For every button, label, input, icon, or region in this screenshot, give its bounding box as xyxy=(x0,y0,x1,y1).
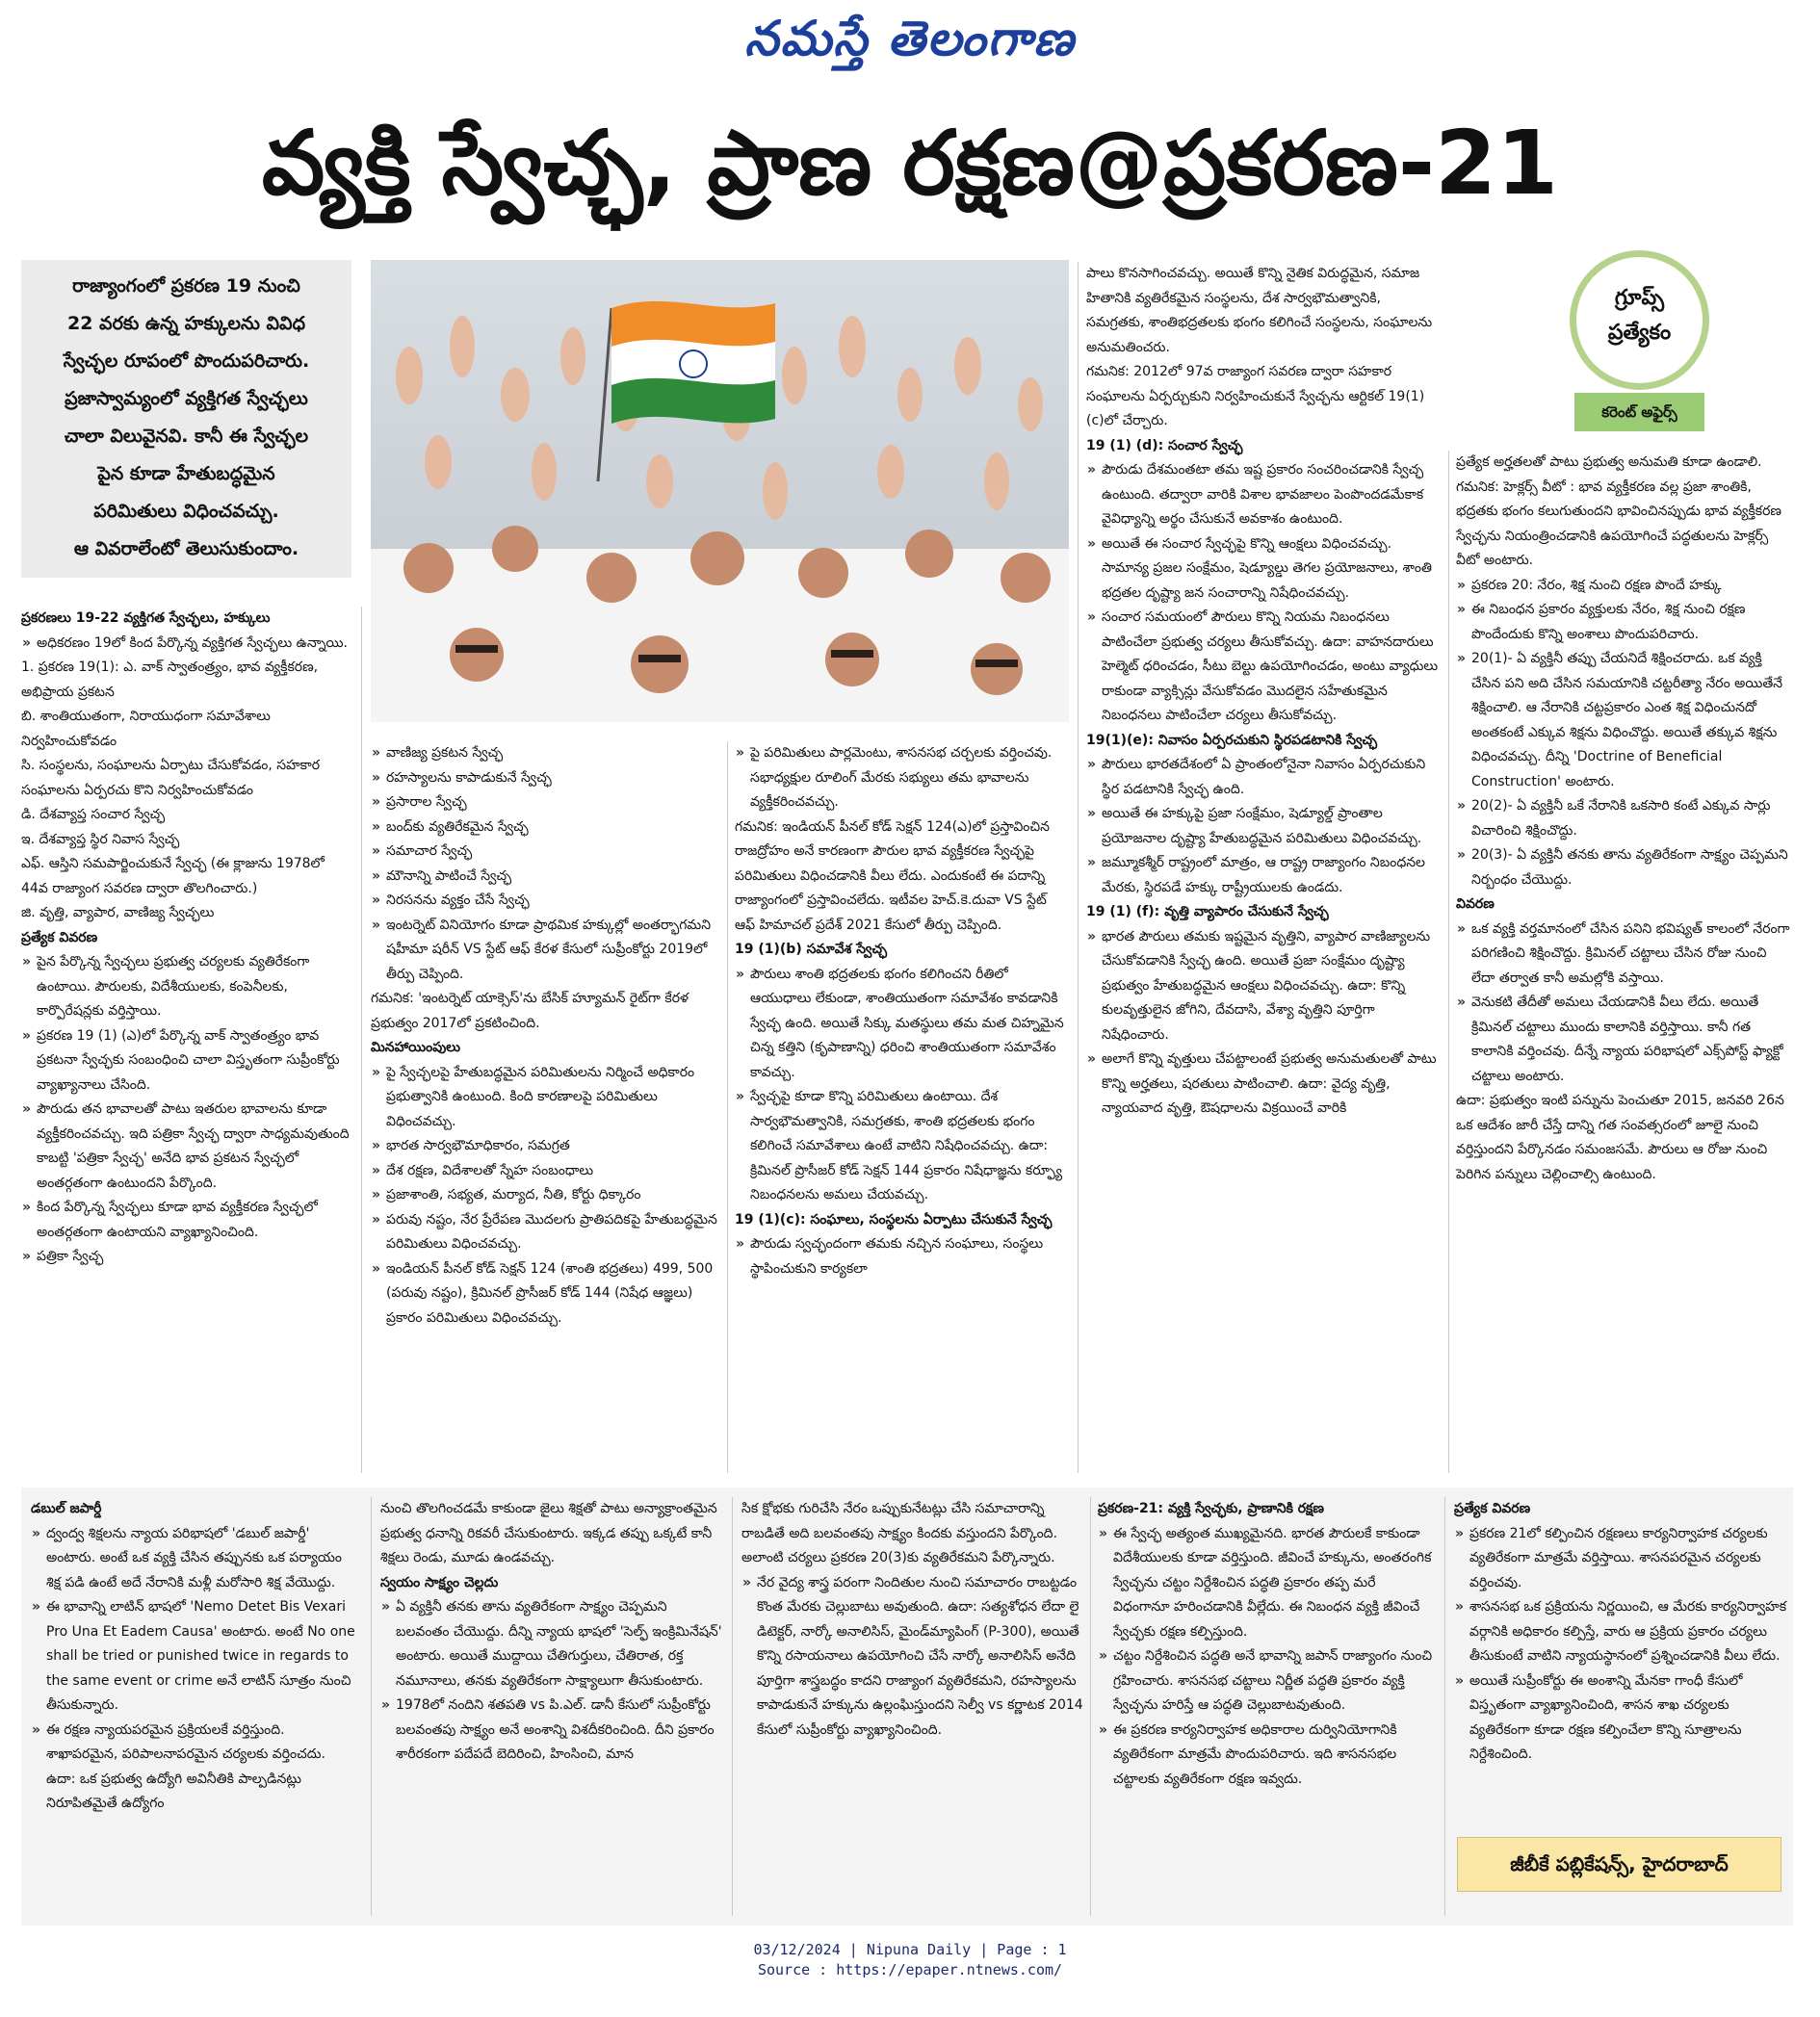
paragraph: సిక క్షోభకు గురిచేసి నేరం ఒప్పుకునేటట్లు చేసి సమాచారాన్ని రాబడితే అది బలవంతపు సాక్ష్యం కిందకు వస్తుందని పేర్కొంది. అలాంటి చర్యలు ప్రకరణ 20(3)కు వ్యతిరేకమని పేర్కొన్నారు. xyxy=(741,1501,1058,1565)
paragraph: డి. దేశవ్యాప్త సంచార స్వేచ్ఛ xyxy=(21,807,166,822)
bullet-paragraph: » భారత పౌరులు తమకు ఇష్టమైన వృత్తిని, వ్యాపార వాణిజ్యాలను చేసుకోవడానికి స్వేచ్ఛ ఉంది. అయితే ప్రజా సంక్షేమం దృష్ట్యా ప్రభుత్వం హేతుబద్ధమైన ఆంక్షలు విధించవచ్చు. ఉదా: కొన్ని కులవృత్తులైన జోగిని, దేవదాసి, వేశ్యా వృత్తిని పూర్తిగా నిషేధించారు. xyxy=(1086,925,1441,1048)
bullet-paragraph: » అయితే సుప్రీంకోర్టు ఈ అంశాన్ని మేనకా గాంధీ కేసులో విస్తృతంగా వ్యాఖ్యానించింది, శాసన శాఖ చర్యలకు వ్యతిరేకంగా కూడా రక్షణ కల్పించేలా కొన్ని సూత్రాలను నిర్దేశించింది. xyxy=(1454,1669,1786,1768)
bullet-paragraph: » పై స్వేచ్ఛలపై హేతుబద్ధమైన పరిమితులను నిర్మించే అధికారం ప్రభుత్వానికి ఉంటుంది. కింది కారణాలపై పరిమితులు విధించవచ్చు. xyxy=(371,1061,719,1135)
bullet-paragraph: » నేర వైద్య శాస్త్ర పరంగా నిందితుల నుంచి సమాచారం రాబట్టడం కొంత మేరకు చెల్లుబాటు అవుతుంది. ఉదా: సత్యశోధన లేదా లై డిటెక్టర్, నార్కో అనాలిసిస్, మైండ్‌మ్యాపింగ్ (P-300), అయితే కొన్ని రసాయనాలు ఉపయోగించి చేసే నార్కో అనాలిసిస్ అనేది పూర్తిగా శాస్త్రబద్ధం కాదని రాజ్యాంగ వ్యతిరేకమని, రహస్యాలను కాపాడుకునే హక్కును ఉల్లంఘిస్తుందని సెల్వీ vs కర్ణాటక 2014 కేసులో సుప్రీంకోర్టు వ్యాఖ్యానించింది. xyxy=(741,1571,1083,1744)
bullet-paragraph: » వాణిజ్య ప్రకటన స్వేచ్ఛ xyxy=(371,741,719,766)
badge-line1: గ్రూప్స్ xyxy=(1614,286,1665,310)
intro-line: స్వేచ్ఛల రూపంలో పొందుపరిచారు. xyxy=(63,350,310,372)
intro-box xyxy=(21,260,351,578)
section-heading: వివరణ xyxy=(1456,896,1495,912)
bullet-paragraph: » 20(2)- ఏ వ్యక్తినీ ఒకే నేరానికి ఒకసారి కంటే ఎక్కువ సార్లు విచారించి శిక్షించొద్దు. xyxy=(1456,794,1791,843)
paragraph: గమనిక: 2012లో 97వ రాజ్యాంగ సవరణ ద్వారా సహకార సంఘాలను ఏర్పర్చుకుని నిర్వహించుకునే స్వేచ్ఛను ఆర్టికల్ 19(1)(c)లో చేర్చారు. xyxy=(1086,364,1425,428)
column-divider xyxy=(727,741,728,1473)
column-divider xyxy=(361,607,362,1473)
bullet-paragraph: » స్వేచ్ఛపై కూడా కొన్ని పరిమితులు ఉంటాయి. దేశ సార్వభౌమత్వానికి, సమగ్రతకు, శాంతి భద్రతలకు భంగం కలిగించే సమావేశాలు ఉంటే వాటిని నిషేధించవచ్చు. ఉదా: క్రిమినల్ ప్రొసీజర్ కోడ్ సెక్షన్ 144 ప్రకారం నిషేధాజ్ఞను కర్ఫ్యూ నిబంధనలను అమలు చేయవచ్చు. xyxy=(735,1085,1069,1208)
bottom-divider xyxy=(732,1497,733,1916)
section-heading: ప్రత్యేక వివరణ xyxy=(1454,1501,1531,1516)
bottom-column-2 xyxy=(380,1497,722,1768)
bottom-divider xyxy=(1090,1497,1091,1916)
paragraph: ప్రత్యేక అర్హతలతో పాటు ప్రభుత్వ అనుమతి కూడా ఉండాలి. xyxy=(1456,454,1762,470)
paragraph: గమనిక: 'ఇంటర్నెట్ యాక్సెస్'ను బేసిక్ హ్యూమన్ రైట్‌గా కేరళ ప్రభుత్వం 2017లో ప్రకటించింది. xyxy=(371,991,689,1031)
column-3 xyxy=(735,741,1069,1281)
bullet-paragraph: » జమ్మూకశ్మీర్ రాష్ట్రంలో మాత్రం, ఆ రాష్ట్ర రాజ్యాంగం నిబంధనల మేరకు, స్థిరపడే హక్కు రాష్ట్రీయులకు ఉండదు. xyxy=(1086,851,1441,900)
paragraph: జి. వృత్తి, వ్యాపార, వాణిజ్య స్వేచ్ఛలు xyxy=(21,905,215,920)
bullet-paragraph: » వెనుకటి తేదీతో అమలు చేయడానికి వీలు లేదు. అయితే క్రిమినల్ చట్టాలు ముందు కాలానికి వర్తిస్తాయి. కానీ గత కాలానికి వర్తించవు. దీన్నే న్యాయ పరిభాషలో ఎక్స్‌పోస్ట్ ఫ్యాక్టో చట్టాలు అంటారు. xyxy=(1456,991,1791,1089)
groups-special-badge xyxy=(1570,250,1709,443)
bullet-paragraph: » అధికరణం 19లో కింద పేర్కొన్న వ్యక్తిగత స్వేచ్ఛలు ఉన్నాయి. xyxy=(21,632,351,657)
page-headline: వ్యక్తి స్వేచ్ఛ, ప్రాణ రక్షణ@ప్రకరణ-21 xyxy=(261,112,1559,215)
intro-line: 22 వరకు ఉన్న హక్కులను వివిధ xyxy=(67,313,305,334)
bottom-column-1 xyxy=(31,1497,358,1817)
bullet-paragraph: » అయితే ఈ సంచార స్వేచ్ఛపై కొన్ని ఆంక్షలు విధించవచ్చు. సామాన్య ప్రజల సంక్షేమం, షెడ్యూల్డు తెగల ప్రయోజనాలు, శాంతి భద్రతల దృష్ట్యా జన సంచారాన్ని నిషేధించవచ్చు. xyxy=(1086,532,1441,607)
bullet-paragraph: » ఈ ప్రకరణ కార్యనిర్వాహక అధికారాల దుర్వినియోగానికి వ్యతిరేకంగా మాత్రమే పొందుపరిచారు. ఇది శాసనసభల చట్టాలకు వ్యతిరేకంగా రక్షణ ఇవ్వదు. xyxy=(1098,1719,1435,1793)
paragraph: ఉదా: ప్రభుత్వం ఇంటి పన్నును పెంచుతూ 2015, జనవరి 26న ఒక ఆదేశం జారీ చేస్తే దాన్ని గత సంవత్సరంలో జూలై నుంచి వర్తిస్తుందని పేర్కొనడం సమంజసమే. పౌరులు ఆ రోజు నుంచి పెరిగిన పన్నులు చెల్లించాల్సి ఉంటుంది. xyxy=(1456,1093,1784,1182)
bullet-paragraph: » సమాచార స్వేచ్ఛ xyxy=(371,840,719,865)
paragraph: గమనిక: ఇండియన్ పీనల్ కోడ్ సెక్షన్ 124(ఎ)లో ప్రస్తావించిన రాజద్రోహం అనే కారణంగా పౌరుల భావ వ్యక్తీకరణ స్వేచ్ఛపై పరిమితులు విధించడానికి వీలు లేదు. ఎందుకంటే ఈ పదాన్ని రాజ్యాంగంలో ప్రస్తావించలేదు. ఇటీవల హెచ్.కె.దువా VS స్టేట్ ఆఫ్ హిమాచల్ ప్రదేశ్ 2021 కేసులో తీర్పు చెప్పింది. xyxy=(735,818,1050,933)
section-heading: 19(1)(e): నివాసం ఏర్పరచుకుని స్థిరపడటానికి స్వేచ్ఛ xyxy=(1086,732,1378,748)
bullet-paragraph: » పై పరిమితులు పార్లమెంటు, శాసనసభ చర్చలకు వర్తించవు. సభాధ్యక్షుల రూలింగ్ మేరకు సభ్యులు తమ భావాలను వ్యక్తీకరించవచ్చు. xyxy=(735,741,1069,815)
paragraph: సి. సంస్థలను, సంఘాలను ఏర్పాటు చేసుకోవడం, సహకార సంఘాలను ఏర్పరచు కొని నిర్వహించుకోవడం xyxy=(21,758,321,798)
bullet-paragraph: » మౌనాన్ని పాటించే స్వేచ్ఛ xyxy=(371,865,719,890)
section-heading: డబుల్ జపార్డీ xyxy=(31,1501,102,1516)
bullet-paragraph: » ప్రకరణ 20: నేరం, శిక్ష నుంచి రక్షణ పొందే హక్కు xyxy=(1456,574,1791,599)
footer-date-line: 03/12/2024 | Nipuna Daily | Page : 1 xyxy=(753,1941,1067,1958)
bullet-paragraph: » సంచార సమయంలో పౌరులు కొన్ని నియమ నిబంధనలు పాటించేలా ప్రభుత్వ చర్యలు తీసుకోవచ్చు. ఉదా: వాహనదారులు హెల్మెట్ ధరించడం, సీటు బెల్టు ఉపయోగించడం, అంటు వ్యాధులు రాకుండా వ్యాక్సిన్లు వేసుకోవడం మొదలైన సహేతుకమైన నిబంధనలు పాటించేలా చర్యలు తీసుకోవచ్చు. xyxy=(1086,606,1441,729)
bullet-paragraph: » పౌరుడు తన భావాలతో పాటు ఇతరుల భావాలను కూడా వ్యక్తీకరించవచ్చు. ఇది పత్రికా స్వేచ్ఛ ద్వారా సాధ్యమవుతుంది కాబట్టి 'పత్రికా స్వేచ్ఛ' అనేది భావ ప్రకటన స్వేచ్ఛలో అంతర్గతంగా ఉంటుందని పేర్కొంది. xyxy=(21,1098,351,1196)
bullet-paragraph: » పత్రికా స్వేచ్ఛ xyxy=(21,1245,351,1270)
bullet-paragraph: » భారత సార్వభౌమాధికారం, సమగ్రత xyxy=(371,1134,719,1159)
bottom-divider xyxy=(1444,1497,1445,1916)
bottom-column-3 xyxy=(741,1497,1083,1743)
bullet-paragraph: » ప్రజాశాంతి, సభ్యత, మర్యాద, నీతి, కోర్టు ధిక్కారం xyxy=(371,1183,719,1208)
bullet-paragraph: » దేశ రక్షణ, విదేశాలతో స్నేహ సంబంధాలు xyxy=(371,1159,719,1184)
bullet-paragraph: » ఒక వ్యక్తి వర్తమానంలో చేసిన పనిని భవిష్యత్ కాలంలో నేరంగా పరిగణించి శిక్షించొద్దు. క్రిమినల్ చట్టాలు చేసిన రోజు నుంచి లేదా తర్వాత కానీ అమల్లోకి వస్తాయి. xyxy=(1456,918,1791,992)
column-2 xyxy=(371,741,719,1331)
crowd-flag-photo xyxy=(371,260,1069,722)
bullet-paragraph: » అయితే ఈ హక్కుపై ప్రజా సంక్షేమం, షెడ్యూల్డ్ ప్రాంతాల ప్రయోజనాల దృష్ట్యా హేతుబద్ధమైన పరిమితులు విధించవచ్చు. xyxy=(1086,802,1441,851)
bullet-paragraph: » ఈ భావాన్ని లాటిన్ భాషలో 'Nemo Detet Bis Vexari Pro Una Et Eadem Causa' అంటారు. అంటే No one shall be tried or punished twice in regards to the same event or crime అనే లాటిన్ సూత్రం నుంచి తీసుకున్నారు. xyxy=(31,1595,358,1719)
bullet-paragraph: » పౌరులు భారతదేశంలో ఏ ప్రాంతంలోనైనా నివాసం ఏర్పరచుకుని స్థిర పడటానికి స్వేచ్ఛ ఉంది. xyxy=(1086,753,1441,802)
section-heading: 19 (1)(c): సంఘాలు, సంస్థలను ఏర్పాటు చేసుకునే స్వేచ్ఛ xyxy=(735,1211,1053,1228)
column-1 xyxy=(21,607,351,1270)
bullet-paragraph: » రహస్యాలను కాపాడుకునే స్వేచ్ఛ xyxy=(371,766,719,791)
column-4 xyxy=(1086,262,1441,1122)
masthead xyxy=(0,0,1820,77)
newspaper-logo: నమస్తే తెలంగాణ xyxy=(744,10,1076,66)
bullet-paragraph: » ఇంటర్నెట్ వినియోగం కూడా ప్రాథమిక హక్కుల్లో అంతర్భాగమని షహీమా షరీన్ VS స్టేట్ ఆఫ్ కేరళ కేసులో సుప్రీంకోర్టు 2019లో తీర్పు చెప్పింది. xyxy=(371,914,719,988)
paragraph: నుంచి తొలగించడమే కాకుండా జైలు శిక్షతో పాటు అన్యాక్రాంతమైన ప్రభుత్వ ధనాన్ని రికవరీ చేసుకుంటారు. ఇక్కడ తప్పు ఒక్కటే కానీ శిక్షలు రెండు, మూడు ఉండవచ్చు. xyxy=(380,1501,717,1565)
section-heading: 19 (1) (d): సంచార స్వేచ్ఛ xyxy=(1086,437,1243,453)
publisher-credit: జీబీకే పబ్లికేషన్స్, హైదరాబాద్ xyxy=(1457,1837,1781,1892)
intro-line: పైన కూడా హేతుబద్ధమైన xyxy=(97,463,275,484)
bullet-paragraph: » 20(3)- ఏ వ్యక్తినీ తనకు తాను వ్యతిరేకంగా సాక్ష్యం చెప్పమని నిర్బంధం చేయొద్దు. xyxy=(1456,843,1791,892)
bullet-paragraph: » 20(1)- ఏ వ్యక్తినీ తప్పు చేయనిదే శిక్షించరాదు. ఒక వ్యక్తి చేసిన పని అది చేసిన సమయానికి చట్టరీత్యా నేరం అయితేనే శిక్షించాలి. ఆ నేరానికి చట్టప్రకారం ఎంత శిక్ష విధించునదో అంతకంటే ఎక్కువ శిక్షను విధించొద్దు. అయితే తక్కువ శిక్షను విధించవచ్చు. దీన్ని 'Doctrine of Beneficial Construction' అంటారు. xyxy=(1456,647,1791,794)
paragraph: 1. ప్రకరణ 19(1): ఎ. వాక్ స్వాతంత్ర్యం, భావ వ్యక్తీకరణ, అభిప్రాయ ప్రకటన xyxy=(21,659,319,700)
bullet-paragraph: » చట్టం నిర్దేశించిన పద్ధతి అనే భావాన్ని జపాన్ రాజ్యాంగం నుంచి గ్రహించారు. శాసనసభ చట్టాలు నిర్ణీత పద్ధతి ప్రకారం వ్యక్తి స్వేచ్ఛను హరిస్తే ఆ పద్ధతి చెల్లుబాటవుతుంది. xyxy=(1098,1644,1435,1719)
bullet-paragraph: » పౌరుడు స్వచ్ఛందంగా తమకు నచ్చిన సంఘాలు, సంస్థలు స్థాపించుకుని కార్యకలా xyxy=(735,1232,1069,1281)
bottom-column-4 xyxy=(1098,1497,1435,1792)
bottom-divider xyxy=(371,1497,372,1916)
bullet-paragraph: » అలాగే కొన్ని వృత్తులు చేపట్టాలంటే ప్రభుత్వ అనుమతులతో పాటు కొన్ని అర్హతలు, షరతులు పాటించాలి. ఉదా: వైద్య వృత్తి, న్యాయవాద వృత్తి, ఔషధాలను విక్రయించే వారికి xyxy=(1086,1047,1441,1122)
section-heading: స్వయం సాక్ష్యం చెల్లదు xyxy=(380,1574,499,1590)
bullet-paragraph: » 1978లో నందిని శతపతి vs పి.ఎల్. డానీ కేసులో సుప్రీంకోర్టు బలవంతపు సాక్ష్యం అనే అంశాన్ని విశదీకరించింది. దీని ప్రకారం శారీరకంగా పదేపదే బెదిరించి, హింసించి, మాన xyxy=(380,1694,722,1768)
bullet-paragraph: » ద్వంద్వ శిక్షలను న్యాయ పరిభాషలో 'డబుల్ జపార్డీ' అంటారు. అంటే ఒక వ్యక్తి చేసిన తప్పునకు ఒక పర్యాయం శిక్ష పడి ఉంటే అదే నేరానికి మళ్లీ మరోసారి శిక్ష వేయొద్దు. xyxy=(31,1522,358,1596)
column-divider xyxy=(1078,262,1079,1473)
bullet-paragraph: » పౌరులు శాంతి భద్రతలకు భంగం కలిగించని రీతిలో ఆయుధాలు లేకుండా, శాంతియుతంగా సమావేశం కావడానికి స్వేచ్ఛ ఉంది. అయితే సిక్కు మతస్థులు తమ మత చిహ్నమైన చిన్న కత్తిని (కృపాణాన్ని) ధరించి శాంతియుతంగా సమావేశం కావచ్చు. xyxy=(735,963,1069,1086)
intro-line: ఆ వివరాలేంటో తెలుసుకుందాం. xyxy=(73,538,299,559)
bullet-paragraph: » శాసనసభ ఒక ప్రక్రియను నిర్ణయించి, ఆ మేరకు కార్యనిర్వాహక వర్గానికి అధికారం కల్పిస్తే, వారు ఆ ప్రక్రియ ప్రకారం చర్యలు తీసుకుంటే వాటిని న్యాయస్థానంలో ప్రశ్నించడానికి వీలు లేదు. xyxy=(1454,1595,1786,1669)
paragraph: పాలు కొనసాగించవచ్చు. అయితే కొన్ని నైతిక విరుద్ధమైన, సమాజ హితానికి వ్యతిరేకమైన సంస్థలను, దేశ సార్వభౌమత్వానికి, సమగ్రతకు, శాంతిభద్రతలకు భంగం కలిగించే సంస్థలను, సంఘాలను అనుమతించరు. xyxy=(1086,266,1433,355)
bullet-paragraph: » ఈ స్వేచ్ఛ అత్యంత ముఖ్యమైనది. భారత పౌరులకే కాకుండా విదేశీయులకు కూడా వర్తిస్తుంది. జీవించే హక్కును, అంతరంగిక స్వేచ్ఛను చట్టం నిర్దేశించిన పద్ధతి ప్రకారం తప్ప మరే విధంగానూ హరించడానికి వీల్లేదు. ఈ నిబంధన వ్యక్తి జీవించే స్వేచ్ఛకు రక్షణ కల్పిస్తుంది. xyxy=(1098,1522,1435,1645)
bullet-paragraph: » పౌరుడు దేశమంతటా తమ ఇష్ట ప్రకారం సంచరించడానికి స్వేచ్ఛ ఉంటుంది. తద్వారా వారికి విశాల భావజాలం పెంపొందడమేకాక వైవిధ్యాన్ని అర్థం చేసుకునే అవకాశం ఉంటుంది. xyxy=(1086,458,1441,532)
intro-line: చాలా విలువైనవి. కానీ ఈ స్వేచ్ఛల xyxy=(64,426,309,447)
bullet-paragraph: » ప్రసారాల స్వేచ్ఛ xyxy=(371,790,719,815)
paragraph: బి. శాంతియుతంగా, నిరాయుధంగా సమావేశాలు నిర్వహించుకోవడం xyxy=(21,709,271,749)
bullet-paragraph: » నిరసనను వ్యక్తం చేసే స్వేచ్ఛ xyxy=(371,889,719,914)
bullet-paragraph: » ఈ నిబంధన ప్రకారం వ్యక్తులకు నేరం, శిక్ష నుంచి రక్షణ పొందేందుకు కొన్ని అంశాలు పొందుపరిచారు. xyxy=(1456,598,1791,647)
paragraph: గమనిక: హెక్లర్స్ వీటో : భావ వ్యక్తీకరణ వల్ల ప్రజా శాంతికి, భద్రతకు భంగం కలుగుతుందని భావించినప్పుడు భావ వ్యక్తీకరణ స్వేచ్ఛను నియంత్రించడానికి ఉపయోగించే పద్ధతులను హెక్లర్స్ వీటో అంటారు. xyxy=(1456,478,1781,568)
section-heading: ప్రకరణ-21: వ్యక్తి స్వేచ్ఛకు, ప్రాణానికి రక్షణ xyxy=(1098,1501,1324,1516)
bullet-paragraph: » బంద్‌కు వ్యతిరేకమైన స్వేచ్ఛ xyxy=(371,815,719,840)
intro-line: ప్రజాస్వామ్యంలో వ్యక్తిగత స్వేచ్ఛలు xyxy=(65,388,308,409)
section-heading: ప్రకరణలు 19-22 వ్యక్తిగత స్వేచ్ఛలు, హక్కులు xyxy=(21,610,271,626)
paragraph: ఎఫ్. ఆస్తిని సమపార్జించుకునే స్వేచ్ఛ (ఈ క్లాజును 1978లో 44వ రాజ్యాంగ సవరణ ద్వారా తొలగించారు.) xyxy=(21,856,325,896)
column-5 xyxy=(1456,451,1791,1187)
intro-line: రాజ్యాంగంలో ప్రకరణ 19 నుంచి xyxy=(72,275,300,297)
bullet-paragraph: » ఏ వ్యక్తినీ తనకు తాను వ్యతిరేకంగా సాక్ష్యం చెప్పమని బలవంతం చేయొద్దు. దీన్ని న్యాయ భాషలో 'సెల్ఫ్ ఇంక్రిమినేషన్' అంటారు. అయితే ముద్దాయి చేతిగుర్తులు, చేతిరాత, రక్త నమూనాలు, తనకు వ్యతిరేకంగా సాక్ష్యాలుగా తీసుకుంటారు. xyxy=(380,1595,722,1694)
badge-circle xyxy=(1570,250,1709,390)
badge-line2: ప్రత్యేకం xyxy=(1607,321,1672,345)
bullet-paragraph: » ఈ రక్షణ న్యాయపరమైన ప్రక్రియలకే వర్తిస్తుంది. శాఖాపరమైన, పరిపాలనాపరమైన చర్యలకు వర్తించదు. ఉదా: ఒక ప్రభుత్వ ఉద్యోగి అవినీతికి పాల్పడినట్లు నిరూపితమైతే ఉద్యోగం xyxy=(31,1719,358,1817)
section-heading: ప్రత్యేక వివరణ xyxy=(21,929,98,945)
bullet-paragraph: » ప్రకరణ 21లో కల్పించిన రక్షణలు కార్యనిర్వాహక చర్యలకు వ్యతిరేకంగా మాత్రమే వర్తిస్తాయి. శాసనపరమైన చర్యలకు వర్తించవు. xyxy=(1454,1522,1786,1596)
page-footer xyxy=(0,1940,1820,1980)
footer-source-line: Source : https://epaper.ntnews.com/ xyxy=(757,1961,1063,1978)
bullet-paragraph: » కింద పేర్కొన్న స్వేచ్ఛలు కూడా భావ వ్యక్తీకరణ స్వేచ్ఛలో అంతర్గతంగా ఉంటాయని వ్యాఖ్యానించింది. xyxy=(21,1196,351,1245)
section-heading: 19 (1) (f): వృత్తి వ్యాపారం చేసుకునే స్వేచ్ఛ xyxy=(1086,904,1329,919)
bullet-paragraph: » ఇండియన్ పీనల్ కోడ్ సెక్షన్ 124 (శాంతి భద్రతలు) 499, 500 (పరువు నష్టం), క్రిమినల్ ప్రొసీజర్ కోడ్ 144 (నిషేధ ఆజ్ఞలు) ప్రకారం పరిమితులు విధించవచ్చు. xyxy=(371,1257,719,1332)
column-divider xyxy=(1448,451,1449,1473)
paragraph: ఇ. దేశవ్యాప్త స్థిర నివాస స్వేచ్ఛ xyxy=(21,831,180,847)
section-heading: 19 (1)(b) సమావేశ స్వేచ్ఛ xyxy=(735,942,888,957)
crowd-photo-illustration xyxy=(371,260,1069,722)
intro-line: పరిమితులు విధించవచ్చు. xyxy=(93,501,279,522)
bullet-paragraph: » ప్రకరణ 19 (1) (ఎ)లో పేర్కొన్న వాక్ స్వాతంత్ర్యం భావ ప్రకటనా స్వేచ్ఛకు సంబంధించి చాలా విస్తృతంగా సుప్రీంకోర్టు వ్యాఖ్యానాలు చేసింది. xyxy=(21,1024,351,1099)
bullet-paragraph: » పైన పేర్కొన్న స్వేచ్ఛలు ప్రభుత్వ చర్యలకు వ్యతిరేకంగా ఉంటాయి. పౌరులకు, విదేశీయులకు, కంపెనీలకు, కార్పొరేషన్లకు వర్తిస్తాయి. xyxy=(21,950,351,1024)
current-affairs-tab: కరెంట్ అఫైర్స్ xyxy=(1574,393,1704,431)
bottom-column-5 xyxy=(1454,1497,1786,1768)
bullet-paragraph: » పరువు నష్టం, నేర ప్రేరేపణ మొదలగు ప్రాతిపదికపై హేతుబద్ధమైన పరిమితులు విధించవచ్చు. xyxy=(371,1208,719,1257)
section-heading: మినహాయింపులు xyxy=(371,1040,460,1055)
